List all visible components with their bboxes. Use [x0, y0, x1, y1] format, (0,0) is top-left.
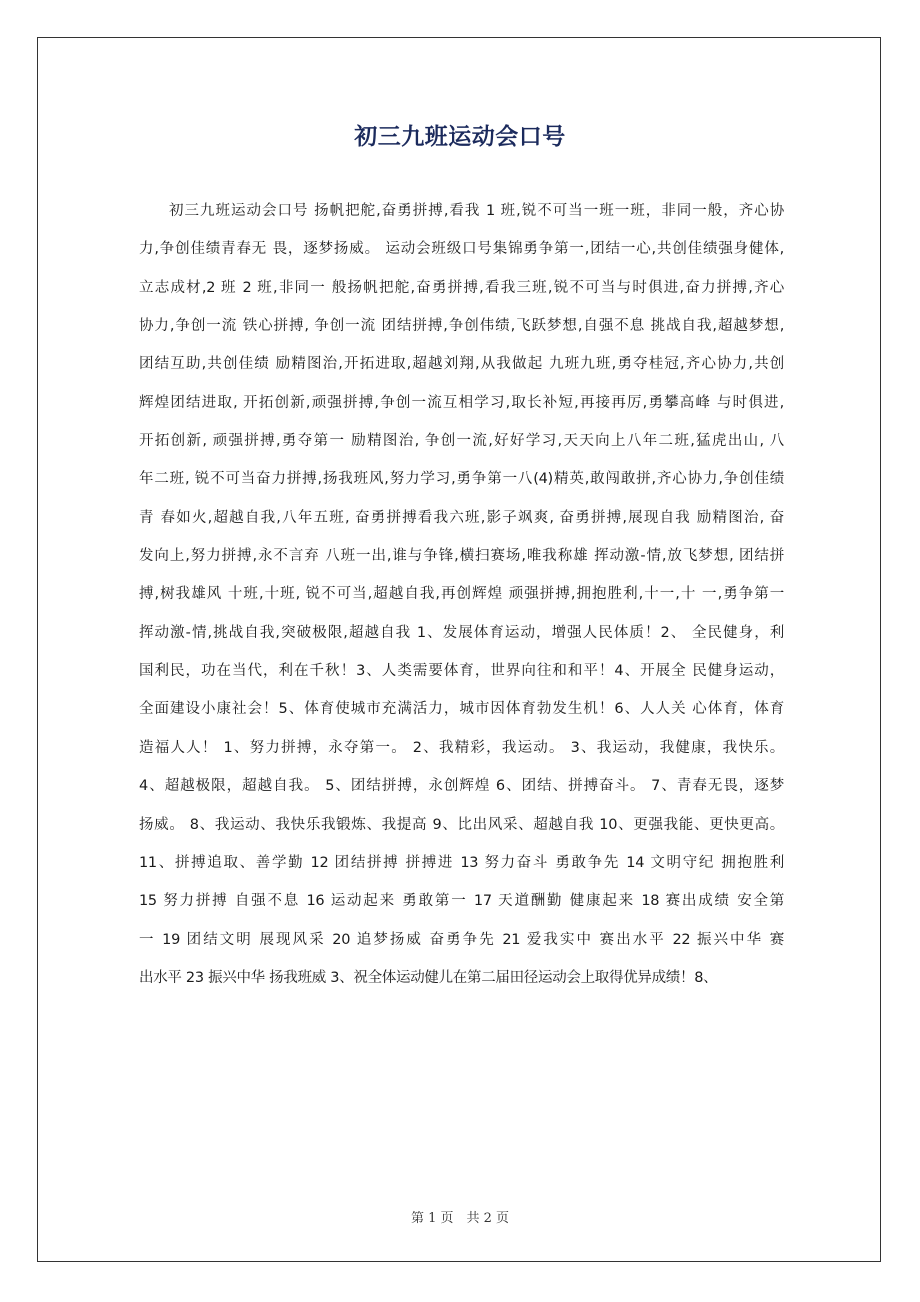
body-line: 一 19 团结文明 展现风采 20 追梦扬威 奋勇争先 21 爱我实中 赛出水平 22 振兴中华 赛 — [139, 931, 784, 948]
body-line: 辉煌团结进取, 开拓创新,顽强拼搏,争创一流互相学习,取长补短,再接再厉,勇攀高峰 与时俱进, — [139, 394, 784, 411]
body-line: 协力,争创一流 铁心拼搏, 争创一流 团结拼搏,争创伟绩,飞跃梦想,自强不息 挑战自我,超越梦想, — [139, 318, 784, 335]
body-line: 立志成材,2 班 2 班,非同一 般扬帆把舵,奋勇拼搏,看我三班,锐不可当与时俱进,奋力拼搏,齐心 — [139, 279, 784, 296]
body-line: 4、超越极限，超越自我。 5、团结拼搏，永创辉煌 6、团结、拼搏奋斗。 7、青春无畏，逐梦 — [139, 778, 784, 795]
body-line: 搏,树我雄风 十班,十班, 锐不可当,超越自我,再创辉煌 顽强拼搏,拥抱胜利,十一,十 一,勇争第一 — [139, 586, 784, 603]
body-line: 发向上,努力拼搏,永不言弃 八班一出,谁与争锋,横扫赛场,唯我称雄 挥动激-情,放飞梦想, 团结拼 — [139, 548, 784, 565]
page-footer: 第 1 页 共 2 页 — [410, 1211, 510, 1226]
body-line: 青 春如火,超越自我,八年五班, 奋勇拼搏看我六班,影子飒爽, 奋勇拼搏,展现自我 励精图治, 奋 — [139, 509, 784, 526]
body-line: 开拓创新, 顽强拼搏,勇夺第一 励精图治, 争创一流,好好学习,天天向上八年二班,猛虎出山, 八 — [139, 433, 784, 450]
body-line: 扬威。 8、我运动、我快乐我锻炼、我提高 9、比出风采、超越自我 10、更强我能、更快更高。 — [139, 816, 784, 833]
body-line: 国利民，功在当代，利在千秋！3、人类需要体育，世界向往和和平！4、开展全 民健身运动， — [139, 663, 784, 680]
body-line: 全面建设小康社会！5、体育使城市充满活力，城市因体育勃发生机！6、人人关 心体育，体育 — [139, 701, 784, 718]
body-line: 力,争创佳绩青春无 畏，逐梦扬威。 运动会班级口号集锦勇争第一,团结一心,共创佳绩强身健体, — [139, 241, 784, 258]
document-title: 初三九班运动会口号 — [354, 124, 566, 150]
body-line: 年二班, 锐不可当奋力拼搏,扬我班风,努力学习,勇争第一八(4)精英,敢闯敢拼,齐心协力,争创佳绩 — [139, 471, 784, 488]
body-line: 造福人人！ 1、努力拼搏，永夺第一。 2、我精彩，我运动。 3、我运动，我健康，我快乐。 — [139, 739, 784, 756]
body-line: 11、拼搏追取、善学勤 12 团结拼搏 拼搏进 13 努力奋斗 勇敢争先 14 文明守纪 拥抱胜利 — [139, 854, 784, 871]
body-line: 团结互助,共创佳绩 励精图治,开拓进取,超越刘翔,从我做起 九班九班,勇夺桂冠,齐心协力,共创 — [139, 356, 784, 373]
body-line: 出水平 23 振兴中华 扬我班威 3、祝全体运动健儿在第二届田径运动会上取得优异成绩！8、 — [139, 969, 718, 986]
body-line: 15 努力拼搏 自强不息 16 运动起来 勇敢第一 17 天道酬勤 健康起来 18 赛出成绩 安全第 — [139, 893, 784, 910]
body-line: 挥动激-情,挑战自我,突破极限,超越自我 1、发展体育运动，增强人民体质！2、 全民健身，利 — [139, 624, 784, 641]
document-body — [139, 197, 784, 1002]
body-line: 初三九班运动会口号 扬帆把舵,奋勇拼搏,看我 1 班,锐不可当一班一班，非同一般，齐心协 — [169, 203, 784, 219]
